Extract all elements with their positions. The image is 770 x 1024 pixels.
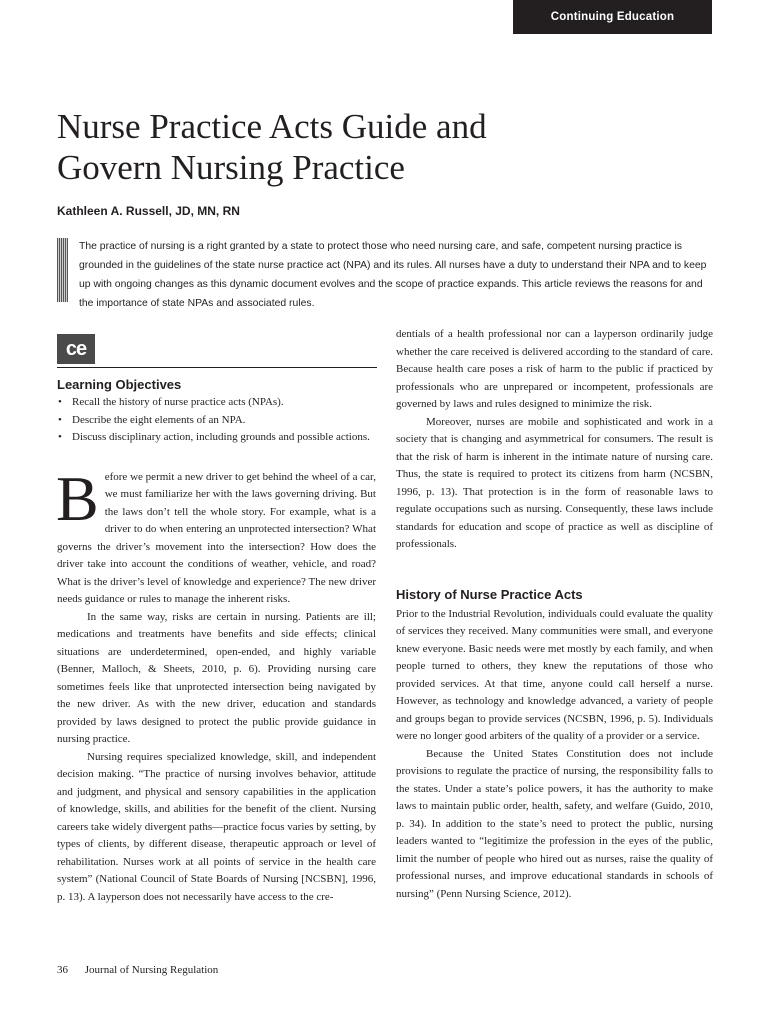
divider (57, 367, 377, 368)
paragraph: In the same way, risks are certain in nursing. Patients are ill; medications and treatments have benefits and side effects; clinical situations are underdetermined, open-ended, and highly variable (Benner, Malloch, & Sheets, 2010, p. 6). Providing nursing care sometimes feels like that unprotected intersection being navigated by the new driver. As with the new driver, education and standards provided by laws designed to protect the public provide guidance in nursing practice. (57, 610, 376, 745)
left-column (57, 376, 376, 906)
title-line-2: Govern Nursing Practice (57, 148, 405, 187)
paragraph: Nursing requires specialized knowledge, skill, and independent decision making. “The practice of nursing involves behavior, attitude and judgment, and physical and sensory capabilities in the application of knowledge, skills, and abilities for the benefit of the client. Nursing careers take widely divergent paths—practice focus varies by setting, by types of clients, by different disease, therapeutic approach or level of rehabilitation. Nurses work at all points of service in the health care system” (National Council of State Boards of Nursing [NCSBN], 1996, p. 13). A layperson does not necessarily have access to the cre- (57, 750, 376, 903)
page-footer (57, 964, 218, 976)
list-item: • Discuss disciplinary action, including grounds and possible actions. (57, 429, 376, 447)
learning-objectives-heading: Learning Objectives (57, 377, 182, 392)
title-line-1: Nurse Practice Acts Guide and (57, 107, 487, 146)
right-column (396, 326, 713, 903)
paragraph-text: efore we permit a new driver to get behind the wheel of a car, we must familiarize her with the laws governing driving. But the laws don’t tell the whole story. For example, what is a driver to do when entering an unprotected intersection? What governs the driver’s movement into the intersection? How does the driver take into account the conditions of weather, vehicle, and road? What is the driver’s level of knowledge and experience? The new driver needs guidance or rules to manage the inherent risks. (57, 470, 376, 605)
abstract-text: The practice of nursing is a right granted by a state to protect those who need nursing care, and safe, competent nursing practice is grounded in the guidelines of the state nurse practice act (NPA) and its rules. All nurses have a duty to understand their NPA and to keep up with ongoing changes as this dynamic document evolves and the scope of practice expands. This article reviews the reasons for and the importance of state NPAs and associated rules. (79, 241, 707, 309)
ce-logo-icon: ce (57, 334, 95, 364)
paragraph: dentials of a health professional nor can a layperson ordinarily judge whether the care received is delivered according to the standard of care. Because health care poses a risk of harm to the public if practiced by professionals who are unprepared or incompetent, professionals are governed by laws and rules designed to minimize the risk. (396, 328, 713, 410)
paragraph: Prior to the Industrial Revolution, individuals could evaluate the quality of services they received. Many communities were small, and everyone knew everyone. Basic needs were met mostly by each family, and when people turned to others, they knew the reputations of those who provided services. At that time, anyone could call herself a nurse. However, as technology and knowledge advanced, a variety of people and groups began to provide services (NCSBN, 1996, p. 5). Individuals were no longer good arbiters of the quality of a provider or a service. (396, 607, 713, 742)
learning-objectives-list (57, 394, 376, 447)
paragraph: Moreover, nurses are mobile and sophisticated and work in a society that is changing and asymmetrical for consumers. The result is that the risk of harm is inherent in the intimate nature of nursing care. Thus, the state is required to protect its citizens from harm (NCSBN, 1996, p. 13). That protection is in the form of reasonable laws to regulate occupations such as nursing. Consequently, these laws include standards for education and scope of practice as well as discipline of professionals. (396, 415, 713, 550)
abstract-bar-decoration (57, 238, 68, 302)
drop-cap: B (56, 462, 99, 534)
author-byline: Kathleen A. Russell, JD, MN, RN (57, 204, 240, 218)
history-heading: History of Nurse Practice Acts (396, 586, 583, 602)
section-banner: Continuing Education (513, 0, 712, 34)
article-title (57, 106, 657, 188)
list-item: • Describe the eight elements of an NPA. (57, 412, 376, 430)
list-item: • Recall the history of nurse practice acts (NPAs). (57, 394, 376, 412)
paragraph: Because the United States Constitution does not include provisions to regulate the practice of nursing, the responsibility falls to the states. Under a state’s police powers, it has the authority to make laws to maintain public order, health, safety, and welfare (Guido, 2010, p. 34). In addition to the state’s need to protect the public, nursing leaders wanted to “legitimize the profession in the eyes of the public, limit the number of people who hired out as nurses, raise the quality of professional nurses, and improve educational standards in schools of nursing” (Penn Nursing Science, 2012). (396, 747, 713, 900)
page-number: 36 (57, 964, 68, 976)
journal-name: Journal of Nursing Regulation (84, 964, 219, 976)
paragraph (56, 462, 376, 609)
